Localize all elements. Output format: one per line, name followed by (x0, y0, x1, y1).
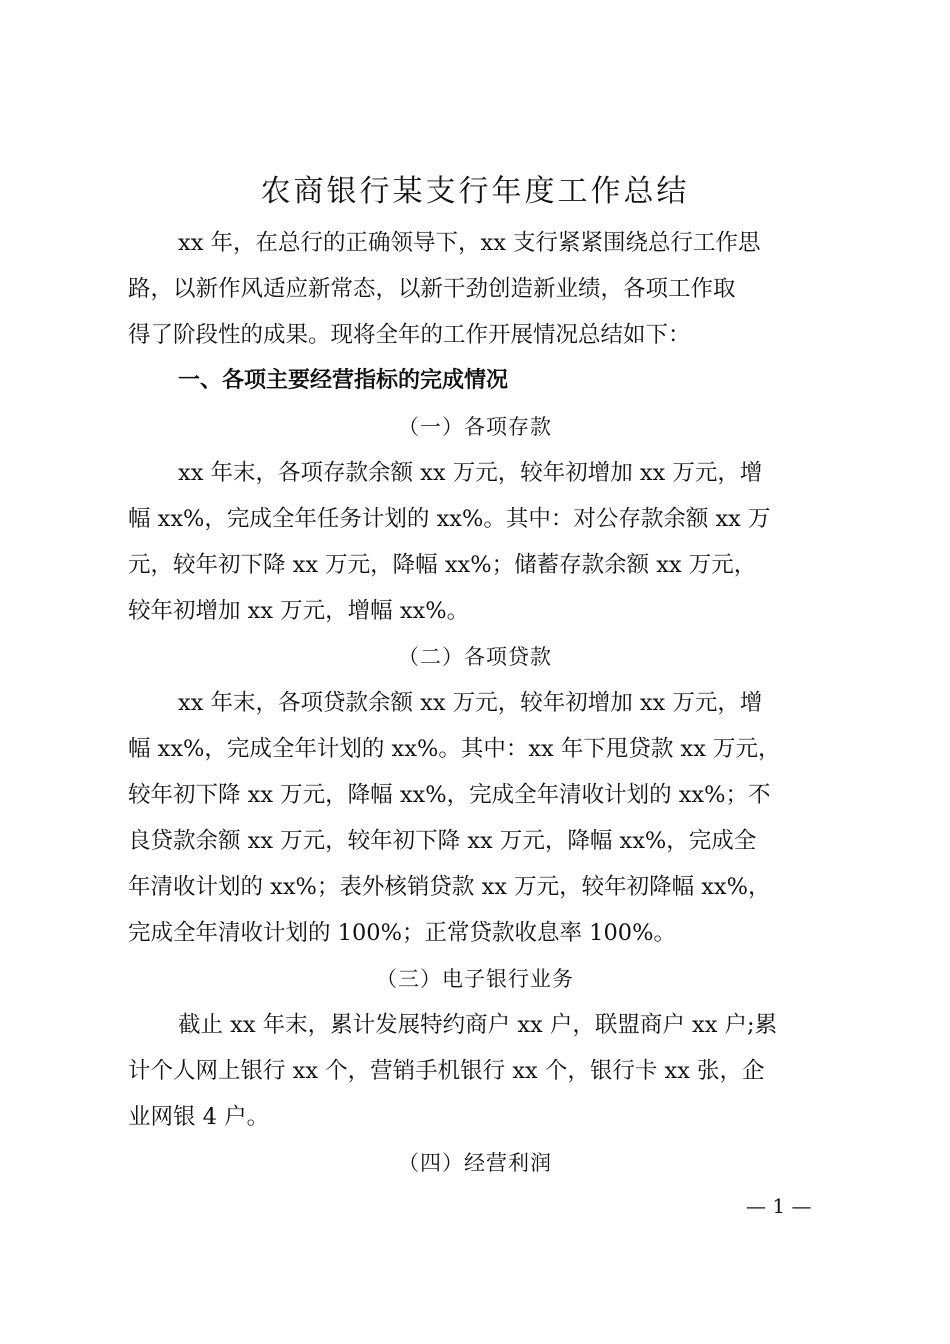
section-heading-1: 一、各项主要经营指标的完成情况 (178, 368, 509, 393)
loans-line: 良贷款余额 xx 万元，较年初下降 xx 万元，降幅 xx%，完成全 (128, 828, 757, 854)
intro-line: xx 年，在总行的正确领导下，xx 支行紧紧围绕总行工作思 (178, 230, 761, 256)
loans-line: 较年初下降 xx 万元，降幅 xx%，完成全年清收计划的 xx%；不 (128, 782, 771, 808)
intro-line: 得了阶段性的成果。现将全年的工作开展情况总结如下： (128, 322, 691, 348)
deposits-line: 较年初增加 xx 万元，增幅 xx%。 (128, 598, 470, 624)
loans-paragraph (128, 680, 828, 956)
e-banking-paragraph (128, 1002, 828, 1140)
e-banking-line: 计个人网上银行 xx 个，营销手机银行 xx 个，银行卡 xx 张，企 (128, 1058, 765, 1084)
document-title: 农商银行某支行年度工作总结 (260, 174, 690, 209)
intro-paragraph (128, 220, 828, 358)
subsection-heading-profit: （四）经营利润 (398, 1151, 552, 1175)
loans-line: 年清收计划的 xx%；表外核销贷款 xx 万元，较年初降幅 xx%， (128, 874, 771, 900)
deposits-paragraph (128, 450, 828, 634)
subsection-heading-deposits: （一）各项存款 (398, 415, 552, 439)
loans-line: 完成全年清收计划的 100%；正常贷款收息率 100%。 (128, 920, 676, 946)
loans-line: 幅 xx%，完成全年计划的 xx%。其中：xx 年下甩贷款 xx 万元， (128, 736, 781, 762)
deposits-line: 元，较年初下降 xx 万元，降幅 xx%；储蓄存款余额 xx 万元， (128, 552, 757, 578)
e-banking-line: 业网银 4 户。 (128, 1104, 270, 1130)
loans-line: xx 年末，各项贷款余额 xx 万元，较年初增加 xx 万元，增 (178, 690, 763, 716)
deposits-line: 幅 xx%，完成全年任务计划的 xx%。其中：对公存款余额 xx 万 (128, 506, 771, 532)
intro-line: 路，以新作风适应新常态，以新干劲创造新业绩，各项工作取 (128, 276, 736, 302)
deposits-line: xx 年末，各项存款余额 xx 万元，较年初增加 xx 万元，增 (178, 460, 763, 486)
page-number: — 1 — (746, 1194, 812, 1218)
subsection-heading-e-banking: （三）电子银行业务 (376, 967, 574, 991)
subsection-heading-loans: （二）各项贷款 (398, 645, 552, 669)
e-banking-line: 截止 xx 年末，累计发展特约商户 xx 户，联盟商户 xx 户;累 (178, 1012, 778, 1038)
